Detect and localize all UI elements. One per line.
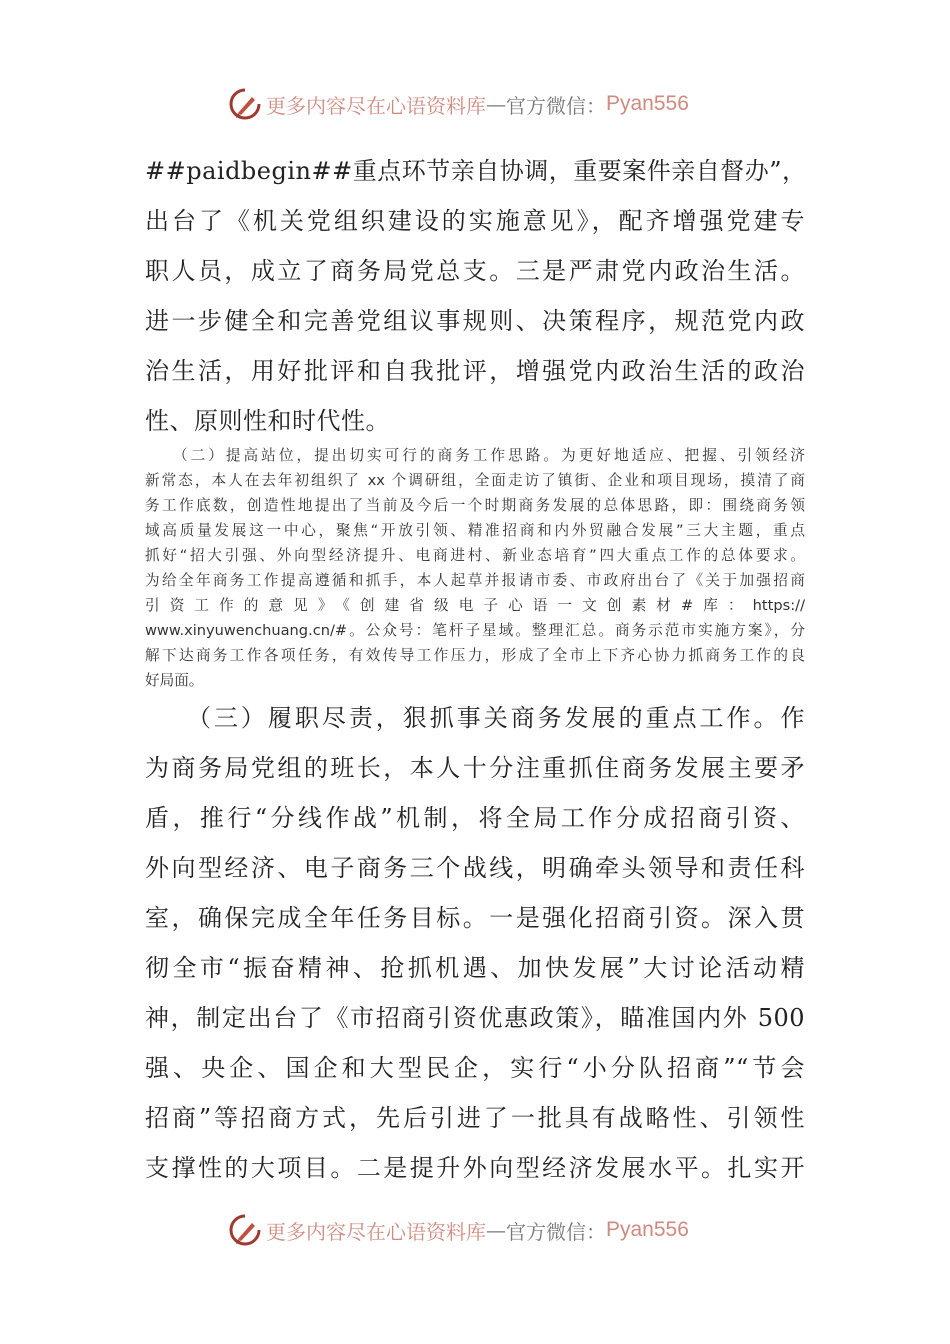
text-line: 外向型经济、电子商务三个战线，明确牵头领导和责任科: [145, 854, 805, 882]
text-line: 彻全市“振奋精神、抢抓机遇、加快发展”大讨论活动精: [145, 954, 805, 982]
pen-logo-icon: [228, 1213, 262, 1247]
text-line: 抓好“招大引强、外向型经济提升、电商进村、新业态培育”四大重点工作的总体要求。: [145, 547, 805, 564]
watermark-site: 更多内容尽在心语资料库: [266, 1219, 486, 1244]
text-line: 治生活，用好批评和自我批评，增强党内政治生活的政治: [145, 357, 805, 385]
text-line: 强、央企、国企和大型民企，实行“小分队招商”“节会: [145, 1054, 805, 1082]
text-line: 引资工作的意见》《创建省级电子心语一文创素材#库：https://: [145, 597, 805, 614]
text-line: （三）履职尽责，狠抓事关商务发展的重点工作。作: [145, 704, 805, 732]
watermark-wechat-id: Pyan556: [606, 1218, 689, 1241]
pen-logo-icon: [228, 87, 262, 121]
watermark-dash: —: [486, 1218, 506, 1242]
watermark-wechat-id: Pyan556: [606, 92, 689, 115]
text-line: www.xinyuwenchuang.cn/#。公众号：笔杆子星域。整理汇总。商务示范市实施方案》，分: [145, 622, 805, 639]
text-line: （二）提高站位，提出切实可行的商务工作思路。为更好地适应、把握、引领经济: [145, 447, 805, 464]
paragraph-2: [145, 443, 805, 693]
text-line: 为给全年商务工作提高遵循和抓手，本人起草并报请市委、市政府出台了《关于加强招商: [145, 572, 805, 589]
text-line: 职人员，成立了商务局党总支。三是严肃党内政治生活。: [145, 257, 805, 285]
text-line: 新常态，本人在去年初组织了 xx 个调研组，全面走访了镇街、企业和项目现场，摸清了商: [145, 472, 805, 489]
text-line: 神，制定出台了《市招商引资优惠政策》，瞄准国内外 500: [145, 1004, 805, 1032]
text-line: 招商”等招商方式，先后引进了一批具有战略性、引领性: [145, 1104, 805, 1132]
watermark-dash: —: [486, 92, 506, 116]
header-watermark: [228, 86, 689, 122]
text-line: 出台了《机关党组织建设的实施意见》，配齐增强党建专: [145, 207, 805, 235]
text-line: 解下达商务工作各项任务，有效传导工作压力，形成了全市上下齐心协力抓商务工作的良: [145, 647, 805, 664]
text-line: 务工作底数，创造性地提出了当前及今后一个时期商务发展的总体思路，即：围绕商务领: [145, 497, 805, 514]
watermark-wechat-label: 官方微信：: [506, 93, 606, 118]
text-line: ##paidbegin##重点环节亲自协调，重要案件亲自督办”，: [145, 157, 807, 185]
text-line: 域高质量发展这一中心，聚焦“开放引领、精准招商和内外贸融合发展”三大主题，重点: [145, 522, 805, 539]
watermark-wechat-label: 官方微信：: [506, 1219, 606, 1244]
footer-watermark: [228, 1212, 689, 1248]
text-line: 盾，推行“分线作战”机制，将全局工作分成招商引资、: [145, 804, 805, 832]
text-line: 进一步健全和完善党组议事规则、决策程序，规范党内政: [145, 307, 805, 335]
text-line: 支撑性的大项目。二是提升外向型经济发展水平。扎实开: [145, 1154, 805, 1182]
paragraph-1: [145, 146, 805, 446]
text-line: 为商务局党组的班长，本人十分注重抓住商务发展主要矛: [145, 754, 805, 782]
text-line: 好局面。: [145, 672, 204, 689]
text-line: 性、原则性和时代性。: [145, 407, 390, 435]
paragraph-3: [145, 693, 805, 1193]
watermark-site: 更多内容尽在心语资料库: [266, 93, 486, 118]
text-line: 室，确保完成全年任务目标。一是强化招商引资。深入贯: [145, 904, 805, 932]
